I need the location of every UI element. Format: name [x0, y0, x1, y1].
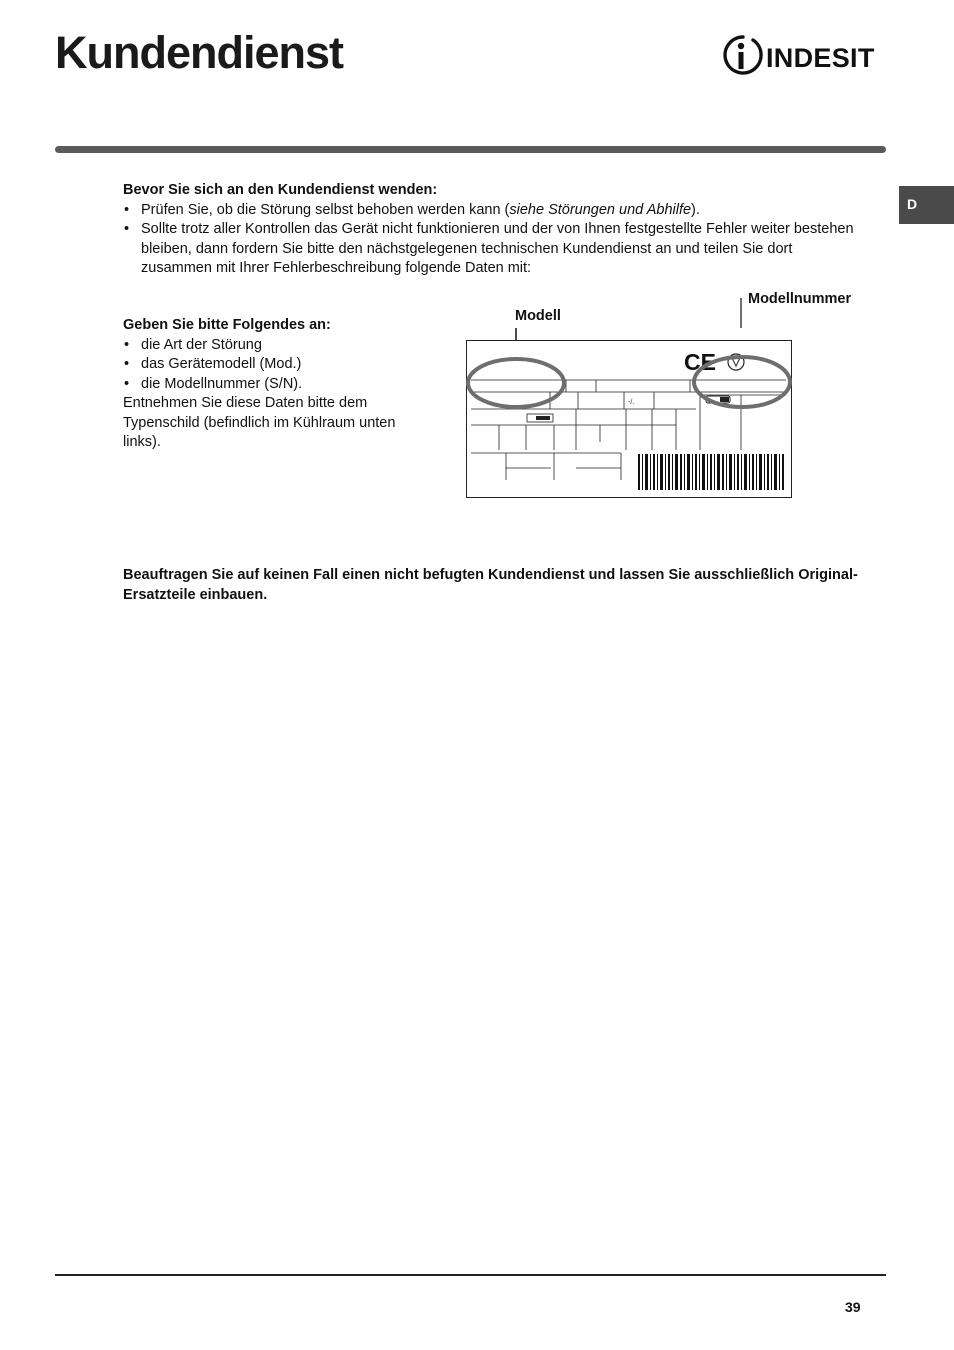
brand-wordmark: INDESIT	[766, 43, 875, 73]
footer-rule	[55, 1274, 886, 1276]
before-service-section	[123, 181, 863, 279]
model-callout-label: Modell	[515, 308, 561, 324]
list-item: • die Art der Störung	[123, 336, 433, 356]
info-section	[123, 316, 433, 453]
info-note: Entnehmen Sie diese Daten bitte dem Typenschild (befindlich im Kühlraum unten links).	[123, 395, 396, 450]
warning-note: Beauftragen Sie auf keinen Fall einen nicht befugten Kundendienst und lassen Sie ausschließlich Original-Ersatzteile einbauen.	[123, 567, 858, 603]
section-heading: Bevor Sie sich an den Kundendienst wenden:	[123, 182, 438, 198]
section-heading: Geben Sie bitte Folgendes an:	[123, 317, 331, 333]
page-title: Kundendienst	[55, 27, 343, 78]
rating-plate-diagram	[466, 340, 792, 498]
list-item: • das Gerätemodell (Mod.)	[123, 355, 433, 375]
cross-reference: siehe Störungen und Abhilfe	[509, 201, 692, 218]
indesit-logo	[722, 34, 884, 76]
list-item: • Sollte trotz aller Kontrollen das Gerät nicht funktionieren und der von Ihnen festgestellte Fehler weiter bestehen bleiben, dann fordern Sie bitte den nächstgelegenen technischen Kundendienst an und teilen Sie dort zusammen mit Ihrer Fehlerbeschreibung folgende Daten mit:	[123, 220, 863, 279]
svg-text:-/.: -/.	[628, 399, 635, 406]
language-tab: D	[899, 186, 954, 224]
svg-text:CE: CE	[684, 349, 716, 375]
serial-callout-label: Modellnummer	[748, 291, 852, 307]
page-number: 39	[845, 1299, 861, 1315]
indesit-i-icon	[725, 37, 761, 73]
list-item: • die Modellnummer (S/N).	[123, 375, 433, 395]
list-item: • Prüfen Sie, ob die Störung selbst behoben werden kann (siehe Störungen und Abhilfe).	[123, 201, 863, 221]
header-rule	[55, 146, 886, 153]
